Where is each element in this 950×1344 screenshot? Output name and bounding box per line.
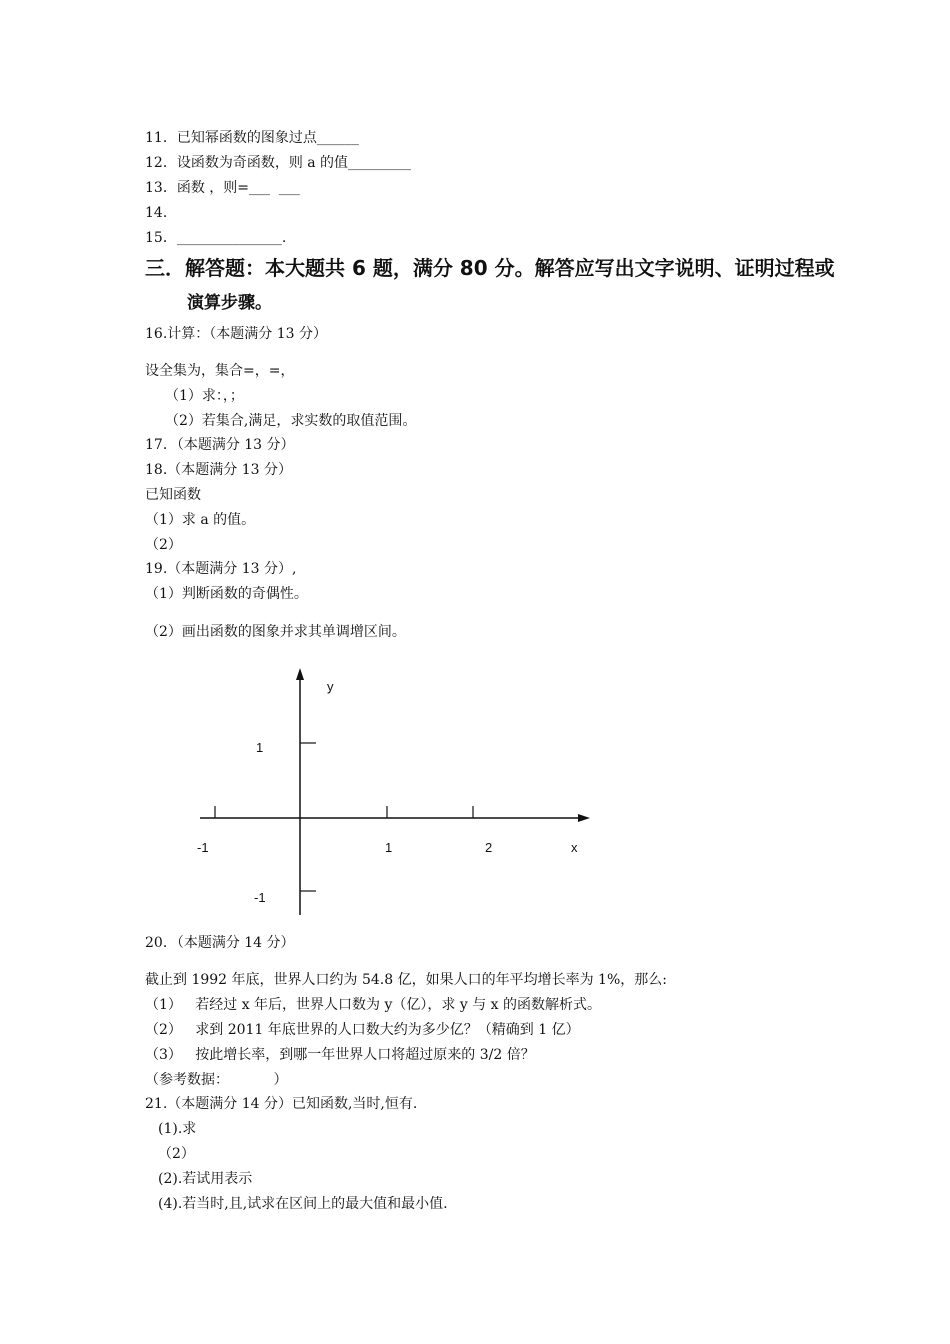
coordinate-graph xyxy=(0,660,950,950)
question-11: 11．已知幂函数的图象过点______ xyxy=(145,130,359,146)
question-19-part-2: （2）画出函数的图象并求其单调增区间。 xyxy=(145,624,406,640)
y-axis-label: y xyxy=(327,679,334,694)
question-20-reference: （参考数据： ） xyxy=(145,1072,288,1088)
question-18-part-2: （2） xyxy=(145,537,182,553)
question-21-part-1: (1).求 xyxy=(158,1121,197,1137)
question-20-part-1: （1） 若经过 x 年后，世界人口数为 y（亿），求 y 与 x 的函数解析式。 xyxy=(145,997,602,1013)
x-tick-label-2: 2 xyxy=(485,840,493,855)
section-3-title-cont: 演算步骤。 xyxy=(187,293,272,313)
y-tick-label-neg-1: -1 xyxy=(254,890,266,905)
x-axis-label: x xyxy=(571,840,578,855)
question-12: 12．设函数为奇函数，则 a 的值_________ xyxy=(145,155,412,171)
question-21-part-4: (4).若当时,且,试求在区间上的最大值和最小值. xyxy=(158,1196,448,1212)
question-19-part-1: （1）判断函数的奇偶性。 xyxy=(145,586,308,602)
x-tick-label-neg-1: -1 xyxy=(197,840,209,855)
question-18-part-1: （1）求 a 的值。 xyxy=(145,512,256,528)
question-21-part-3: (2).若试用表示 xyxy=(158,1171,253,1187)
section-3-title: 三．解答题：本大题共 6 题，满分 80 分。解答应写出文字说明、证明过程或 xyxy=(145,256,835,280)
question-20-part-3: （3） 按此增长率，到哪一年世界人口将超过原来的 3/2 倍？ xyxy=(145,1047,535,1063)
x-tick-label-1: 1 xyxy=(385,840,393,855)
question-13: 13．函数 ，则=___ ___ xyxy=(145,180,300,196)
y-axis-arrow xyxy=(296,668,304,680)
question-20-head: 20．（本题满分 14 分） xyxy=(145,935,295,951)
question-21-head: 21.（本题满分 14 分）已知函数,当时,恒有. xyxy=(145,1096,418,1112)
question-19-head: 19.（本题满分 13 分）, xyxy=(145,561,297,577)
question-18-head: 18.（本题满分 13 分） xyxy=(145,462,292,478)
y-tick-label-1: 1 xyxy=(256,740,264,755)
question-16-intro: 设全集为，集合=，=， xyxy=(145,363,295,379)
question-15: 15．_______________. xyxy=(145,230,287,246)
question-14: 14． xyxy=(145,205,177,221)
question-20-part-2: （2） 求到 2011 年底世界的人口数大约为多少亿？（精确到 1 亿） xyxy=(145,1022,580,1038)
question-20-intro: 截止到 1992 年底，世界人口约为 54.8 亿，如果人口的年平均增长率为 1%，那么: xyxy=(145,972,667,988)
x-axis-arrow xyxy=(578,814,590,822)
question-16-head: 16.计算：（本题满分 13 分） xyxy=(145,326,327,342)
question-16-part-2: （2）若集合,满足，求实数的取值范围。 xyxy=(165,413,417,429)
question-18-intro: 已知函数 xyxy=(145,487,201,503)
question-16-part-1: （1）求：，； xyxy=(165,388,244,404)
question-17-head: 17．（本题满分 13 分） xyxy=(145,437,295,453)
question-21-part-2: （2） xyxy=(158,1146,195,1162)
